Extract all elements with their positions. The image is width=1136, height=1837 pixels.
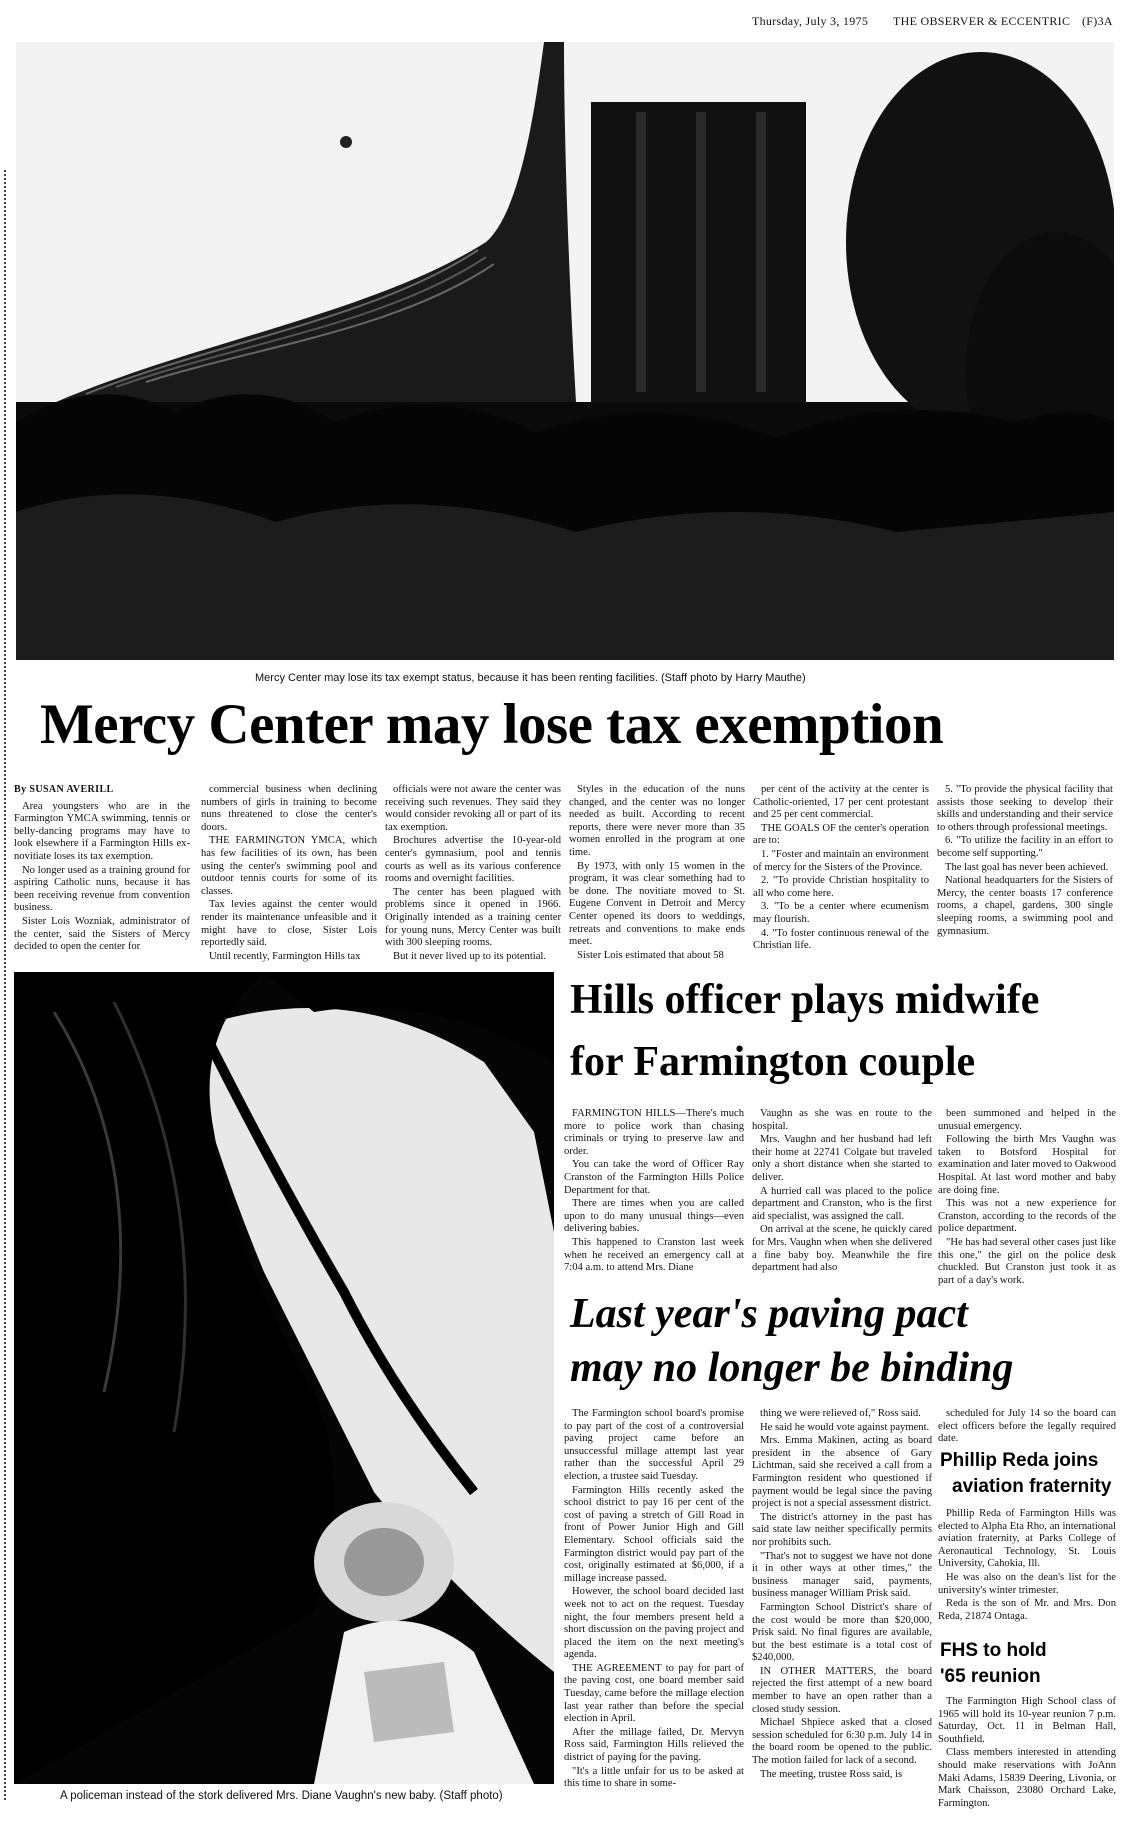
brief1-headline-line2: aviation fraternity bbox=[952, 1476, 1112, 1497]
story2-paragraph: This happened to Cranston last week when he received an emergency call at 7:04 a.m. to attend Mrs. Diane bbox=[564, 1236, 744, 1274]
story3-paragraph: The district's attorney in the past has said state law neither specifically permits nor prohibits such. bbox=[752, 1511, 932, 1548]
story1-paragraph: National headquarters for the Sisters of Mercy, the center boasts 17 conference rooms, a chapel, gardens, 300 single sleeping rooms, a swimming pool and gymnasium. bbox=[937, 875, 1113, 937]
story1-paragraph: Until recently, Farmington Hills tax bbox=[209, 950, 361, 962]
left-photo-caption: A policeman instead of the stork delivered Mrs. Diane Vaughn's new baby. (Staff photo) bbox=[60, 1790, 503, 1802]
brief2-body bbox=[938, 1696, 1116, 1828]
story2-paragraph: On arrival at the scene, he quickly cared for Mrs. Vaughn when when she delivered a fine baby boy. Meanwhile the fire department had also bbox=[752, 1224, 932, 1274]
story1-column-2 bbox=[201, 784, 377, 964]
story1-paragraph: per cent of the activity at the center is Catholic-oriented, 17 per cent protestant and 25 per cent commercial. bbox=[753, 784, 929, 821]
story2-headline-line1: Hills officer plays midwife bbox=[570, 977, 1040, 1023]
brief1-paragraph: Phillip Reda of Farmington Hills was elected to Alpha Eta Rho, an international aviation fraternity, at Parks College of Aeronautical Technology, St. Louis University, Cahokia, Ill. bbox=[938, 1508, 1116, 1570]
story2-paragraph: Following the birth Mrs Vaughn was taken to Botsford Hospital for examination and later moved to Oakwood Hospital. At last word mother and baby are doing fine. bbox=[938, 1134, 1116, 1196]
story3-paragraph: Farmington Hills recently asked the school district to pay 16 per cent of the cost of paving a stretch of Gill Road in front of Power Junior High and Gill Elementary. School officials said the Farmington district would pay part of the cost, originally estimated at $6,000, if a millage increase passed. bbox=[564, 1484, 744, 1584]
story2-column-1 bbox=[564, 1108, 744, 1286]
story1-paragraph: 5. "To provide the physical facility that assists those seeking to develop their skills and understanding and their service to others through professional meetings. bbox=[937, 784, 1113, 833]
story1-paragraph: 3. "To be a center where ecumenism may flourish. bbox=[753, 901, 929, 925]
story2-column-2 bbox=[752, 1108, 932, 1286]
story1-headline: Mercy Center may lose tax exemption bbox=[40, 693, 944, 756]
story3-paragraph: "That's not to suggest we have not done it in other ways at other times," the business manager said, payments, business manager William Prisk said. bbox=[752, 1550, 932, 1600]
story1-paragraph: Sister Lois estimated that about 58 bbox=[577, 949, 724, 961]
story3-column-2 bbox=[752, 1408, 932, 1828]
story1-paragraph: By 1973, with only 15 women in the program, it was clear something had to be done. The novitiate moved to St. Eugene Convent in Detroit and Mercy Center opened its doors to weddings, retreats and conventions to make ends meet. bbox=[569, 860, 745, 948]
story1-paragraph: 6. "To utilize the facility in an effort to become self supporting." bbox=[937, 835, 1113, 859]
margin-dotted-line bbox=[4, 170, 6, 1800]
story1-paragraph: The center has been plagued with problems since it opened in 1966. Originally intended as a training center for young nuns, Mercy Center was built with 300 sleeping rooms. bbox=[385, 886, 561, 949]
story1-paragraph: But it never lived up to its potential. bbox=[393, 950, 546, 962]
story2-headline-line2: for Farmington couple bbox=[570, 1039, 976, 1085]
mother-and-baby-photo bbox=[14, 972, 554, 1784]
story1-column-1 bbox=[14, 784, 190, 964]
story1-paragraph: Area youngsters who are in the Farmington YMCA swimming, tennis or belly-dancing programs may have to look elsewhere if a Farmington Hills ex-novitiate loses its tax exemption. bbox=[14, 800, 190, 862]
story1-paragraph: commercial business when declining numbers of girls in training to become nuns threatened to close the center's doors. bbox=[201, 784, 377, 833]
story1-paragraph: Sister Lois Wozniak, administrator of the center, said the Sisters of Mercy decided to open the center for bbox=[14, 915, 190, 953]
story3-headline-line1: Last year's paving pact bbox=[570, 1291, 968, 1337]
story2-paragraph: "He has had several other cases just like this one," the girl on the police desk chuckled. But Cranston just took it as part of a day's work. bbox=[938, 1236, 1116, 1286]
story1-paragraph: officials were not aware the center was receiving such revenues. They said they would consider revoking all or part of its tax exemption. bbox=[385, 784, 561, 833]
story1-paragraph: Brochures advertise the 10-year-old center's gymnasium, pool and tennis courts as well as its various conference rooms and overnight facilities. bbox=[385, 835, 561, 885]
story3-paragraph: Farmington School District's share of the cost would be more than $20,000, Prisk said. No final figures are available, but the best estimate is a total cost of $240,000. bbox=[752, 1601, 932, 1664]
story1-byline: By SUSAN AVERILL bbox=[14, 784, 114, 795]
story2-paragraph: This was not a new experience for Cranston, according to the records of the police department. bbox=[938, 1198, 1116, 1235]
story3-headline-line2: may no longer be binding bbox=[570, 1345, 1014, 1391]
story1-paragraph: No longer used as a training ground for aspiring Catholic nuns, because it has been receiving revenue from convention business. bbox=[14, 864, 190, 914]
story2-paragraph: You can take the word of Officer Ray Cranston of the Farmington Hills Police Department for that. bbox=[564, 1159, 744, 1196]
story3-paragraph: "It's a little unfair for us to be asked at this time to share in some- bbox=[564, 1765, 744, 1790]
story3-column-1 bbox=[564, 1408, 744, 1828]
mother-and-baby-illustration bbox=[14, 972, 554, 1784]
story3-paragraph: IN OTHER MATTERS, the board rejected the first attempt of a new board member to have an open rather than a closed study session. bbox=[752, 1665, 932, 1715]
brief2-paragraph: The Farmington High School class of 1965 will hold its 10-year reunion 7 p.m. Saturday, Oct. 11 in Belman Hall, Southfield. bbox=[938, 1696, 1116, 1745]
story2-paragraph: Vaughn as she was en route to the hospital. bbox=[752, 1108, 932, 1132]
story2-paragraph: FARMINGTON HILLS—There's much more to police work than chasing criminals or trying to preserve law and order. bbox=[564, 1108, 744, 1157]
story1-column-6 bbox=[937, 784, 1113, 964]
brief2-paragraph: Class members interested in attending should make reservations with JoAnn Maki Adams, 15839 Deering, Livonia, or Mark Chaisson, 23080 Orchard Lake, Farmington. bbox=[938, 1747, 1116, 1809]
story3-paragraph: scheduled for July 14 so the board can elect officers before the legally required date. bbox=[938, 1408, 1116, 1444]
brief1-paragraph: Reda is the son of Mr. and Mrs. Don Reda, 21874 Ontaga. bbox=[938, 1598, 1116, 1622]
story1-paragraph: 4. "To foster continuous renewal of the Christian life. bbox=[753, 927, 929, 952]
story2-paragraph: been summoned and helped in the unusual emergency. bbox=[938, 1108, 1116, 1132]
mercy-center-photo bbox=[16, 42, 1114, 660]
story1-paragraph: The last goal has never been achieved. bbox=[945, 861, 1109, 873]
story2-paragraph: There are times when you are called upon to do many unusual things—even delivering babies. bbox=[564, 1198, 744, 1235]
story1-paragraph: Styles in the education of the nuns changed, and the center was no longer needed as built. According to recent reports, there were never more than 35 women enrolled in the program at one time. bbox=[569, 784, 745, 858]
story1-paragraph: THE GOALS OF the center's operation are to: bbox=[753, 822, 929, 847]
story1-paragraph: 1. "Foster and maintain an environment of mercy for the Sisters of the Province. bbox=[753, 848, 929, 873]
story1-column-4 bbox=[569, 784, 745, 964]
story3-paragraph: The meeting, trustee Ross said, is bbox=[760, 1768, 903, 1780]
story1-paragraph: 2. "To provide Christian hospitality to all who come here. bbox=[753, 875, 929, 899]
story3-paragraph: thing we were relieved of," Ross said. bbox=[760, 1408, 921, 1419]
story2-paragraph: Mrs. Vaughn and her husband had left their home at 22741 Colgate but traveled only a short distance when she started to deliver. bbox=[752, 1134, 932, 1183]
brief2-headline-line2: '65 reunion bbox=[940, 1666, 1041, 1687]
masthead-page-number: (F)3A bbox=[1082, 14, 1113, 28]
story1-paragraph: Tax levies against the center would render its maintenance unfeasible and it might have to close, Sister Lois reportedly said. bbox=[201, 899, 377, 949]
brief1-paragraph: He was also on the dean's list for the university's winter trimester. bbox=[938, 1571, 1116, 1596]
story3-paragraph: However, the school board decided last week not to act on the request. Tuesday night, the four members present held a short discussion on the paving project and placed the item on the next meeting's agenda. bbox=[564, 1586, 744, 1661]
story3-paragraph: He said he would vote against payment. bbox=[760, 1421, 930, 1433]
story2-column-3 bbox=[938, 1108, 1116, 1286]
story3-paragraph: Mrs. Emma Makinen, acting as board president in the absence of Gary Lichtman, said she received a call from a Farmington resident who questioned if payment would be legal since the paving project is not a special assessment district. bbox=[752, 1435, 932, 1510]
brief1-headline-line1: Phillip Reda joins bbox=[940, 1450, 1099, 1471]
story3-paragraph: After the millage failed, Dr. Mervyn Ross said, Farmington Hills relieved the district of paying for the paving. bbox=[564, 1726, 744, 1764]
masthead-paper-name: THE OBSERVER & ECCENTRIC bbox=[893, 14, 1071, 28]
story1-column-3 bbox=[385, 784, 561, 964]
brief1-body bbox=[938, 1508, 1116, 1638]
story3-paragraph: THE AGREEMENT to pay for part of the paving cost, one board member said Tuesday, came before the millage election last year rather than before the special election in April. bbox=[564, 1662, 744, 1725]
story2-paragraph: A hurried call was placed to the police department and Cranston, who is the first aid specialist, was assigned the call. bbox=[752, 1185, 932, 1222]
story3-column-3 bbox=[938, 1408, 1116, 1444]
story1-paragraph: THE FARMINGTON YMCA, which has few facilities of its own, has been using the center's swimming pool and outdoor tennis courts for some of its classes. bbox=[201, 835, 377, 897]
story3-paragraph: Michael Shpiece asked that a closed session scheduled for 6:30 p.m. July 14 in the board room be opened to the public. The motion failed for lack of a second. bbox=[752, 1717, 932, 1767]
mercy-center-building-illustration bbox=[16, 42, 1114, 660]
brief2-headline-line1: FHS to hold bbox=[940, 1640, 1047, 1661]
story3-paragraph: The Farmington school board's promise to pay part of the cost of a controversial paving project came before an unsuccessful millage attempt last year rather than the successful April 29 election, a trustee said Tuesday. bbox=[564, 1408, 744, 1482]
masthead-date: Thursday, July 3, 1975 bbox=[752, 14, 869, 28]
top-photo-caption: Mercy Center may lose its tax exempt status, because it has been renting facilities. (Staff photo by Harry Mauthe) bbox=[255, 672, 806, 684]
story1-column-5 bbox=[753, 784, 929, 964]
